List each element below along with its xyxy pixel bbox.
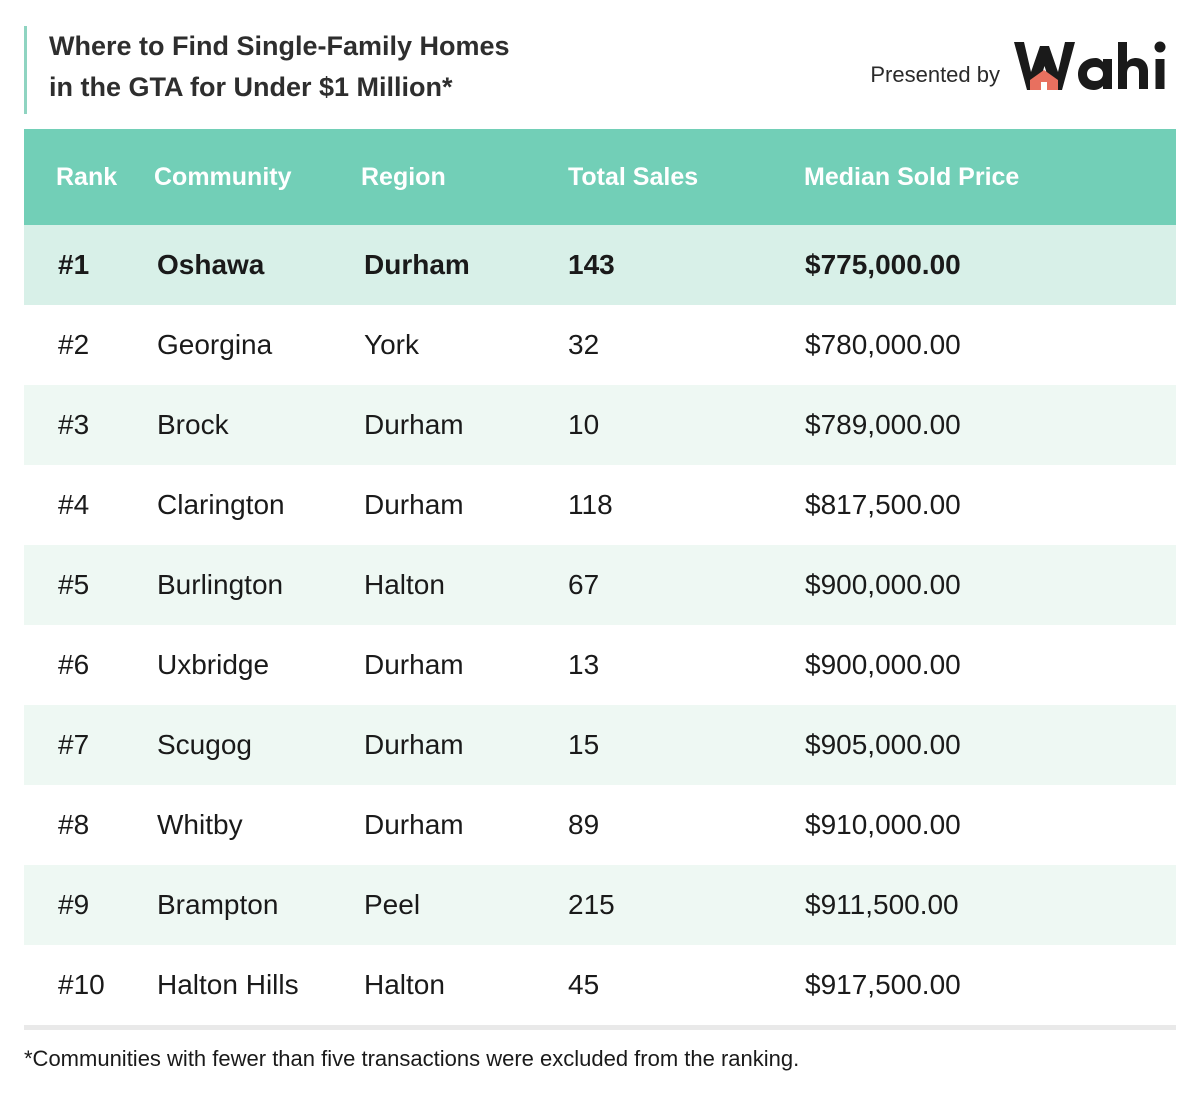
cell-total-sales: 15 bbox=[568, 729, 600, 760]
table-row bbox=[24, 225, 1176, 305]
cell-median-sold-price: $905,000.00 bbox=[805, 729, 961, 760]
cell-rank: #1 bbox=[58, 249, 90, 280]
cell-community: Whitby bbox=[157, 809, 243, 840]
cell-median-sold-price: $917,500.00 bbox=[805, 969, 961, 1000]
cell-rank: #7 bbox=[58, 729, 90, 760]
cell-region: Durham bbox=[364, 649, 464, 680]
cell-community: Halton Hills bbox=[157, 969, 299, 1000]
table-row bbox=[24, 385, 1176, 465]
cell-total-sales: 89 bbox=[568, 809, 600, 840]
cell-median-sold-price: $817,500.00 bbox=[805, 489, 961, 520]
table-body bbox=[24, 225, 1176, 1025]
cell-median-sold-price: $900,000.00 bbox=[805, 649, 961, 680]
title-line-1: Where to Find Single-Family Homes bbox=[49, 31, 510, 61]
cell-rank: #5 bbox=[58, 569, 90, 600]
cell-total-sales: 10 bbox=[568, 409, 600, 440]
rankings-table bbox=[24, 129, 1176, 1025]
title-block bbox=[24, 26, 510, 114]
cell-community: Georgina bbox=[157, 329, 273, 360]
cell-total-sales: 13 bbox=[568, 649, 600, 680]
cell-community: Brampton bbox=[157, 889, 279, 920]
cell-region: Halton bbox=[364, 569, 445, 600]
table-row bbox=[24, 785, 1176, 865]
cell-community: Clarington bbox=[157, 489, 285, 520]
table-row bbox=[24, 545, 1176, 625]
cell-rank: #9 bbox=[58, 889, 90, 920]
cell-total-sales: 118 bbox=[568, 489, 613, 520]
cell-median-sold-price: $789,000.00 bbox=[805, 409, 961, 440]
table-row bbox=[24, 465, 1176, 545]
cell-community: Scugog bbox=[157, 729, 252, 760]
cell-region: Durham bbox=[364, 249, 470, 280]
header-median-sold-price: Median Sold Price bbox=[804, 163, 1020, 191]
table-row bbox=[24, 865, 1176, 945]
cell-community: Brock bbox=[157, 409, 229, 440]
table-bottom-rule bbox=[24, 1025, 1176, 1030]
title-line-2: in the GTA for Under $1 Million* bbox=[49, 72, 453, 102]
cell-rank: #2 bbox=[58, 329, 90, 360]
cell-rank: #8 bbox=[58, 809, 90, 840]
cell-median-sold-price: $911,500.00 bbox=[805, 889, 959, 920]
cell-median-sold-price: $780,000.00 bbox=[805, 329, 961, 360]
cell-community: Burlington bbox=[157, 569, 284, 600]
brand bbox=[870, 38, 1176, 94]
wahi-logo-h bbox=[1118, 42, 1148, 89]
cell-region: Durham bbox=[364, 809, 464, 840]
cell-total-sales: 45 bbox=[568, 969, 600, 1000]
cell-region: Durham bbox=[364, 489, 464, 520]
presented-by-text: Presented by bbox=[870, 62, 1000, 87]
cell-rank: #6 bbox=[58, 649, 90, 680]
cell-rank: #4 bbox=[58, 489, 90, 520]
cell-region: Halton bbox=[364, 969, 445, 1000]
cell-region: York bbox=[364, 329, 420, 360]
cell-median-sold-price: $775,000.00 bbox=[805, 249, 961, 280]
table-row bbox=[24, 305, 1176, 385]
header-region: Region bbox=[361, 163, 446, 191]
cell-rank: #10 bbox=[58, 969, 105, 1000]
wahi-logo-i-dot bbox=[1155, 42, 1166, 53]
table-row bbox=[24, 625, 1176, 705]
table-row bbox=[24, 705, 1176, 785]
header-rank: Rank bbox=[56, 163, 118, 191]
footnote: *Communities with fewer than five transactions were excluded from the ranking. bbox=[24, 1046, 800, 1071]
header-total-sales: Total Sales bbox=[568, 163, 699, 191]
cell-community: Uxbridge bbox=[157, 649, 270, 680]
cell-median-sold-price: $900,000.00 bbox=[805, 569, 961, 600]
wahi-logo-door bbox=[1041, 82, 1047, 90]
cell-total-sales: 143 bbox=[568, 249, 615, 280]
cell-median-sold-price: $910,000.00 bbox=[805, 809, 961, 840]
cell-total-sales: 67 bbox=[568, 569, 600, 600]
cell-rank: #3 bbox=[58, 409, 90, 440]
wahi-logo-i-stem bbox=[1156, 59, 1165, 89]
table-row bbox=[24, 945, 1176, 1025]
cell-region: Durham bbox=[364, 409, 464, 440]
wahi-logo bbox=[1012, 38, 1176, 94]
header-community: Community bbox=[154, 163, 292, 191]
cell-total-sales: 215 bbox=[568, 889, 615, 920]
cell-community: Oshawa bbox=[157, 249, 265, 280]
cell-region: Durham bbox=[364, 729, 464, 760]
cell-region: Peel bbox=[364, 889, 421, 920]
table-header bbox=[24, 129, 1176, 225]
wahi-logo-a bbox=[1078, 58, 1112, 90]
cell-total-sales: 32 bbox=[568, 329, 600, 360]
